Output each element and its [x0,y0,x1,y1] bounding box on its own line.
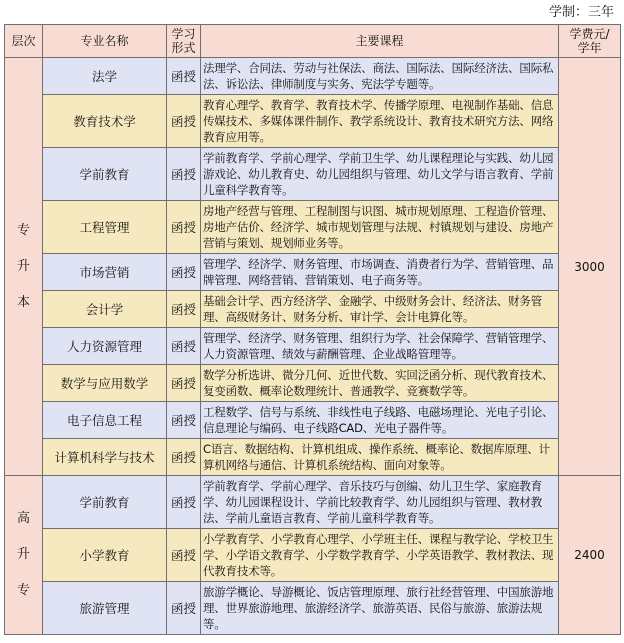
study-form: 函授 [167,254,201,291]
major-name: 市场营销 [43,254,167,291]
study-form: 函授 [167,201,201,254]
main-courses: 基础会计学、西方经济学、金融学、中级财务会计、经济法、财务管理、高级财务计、财务分析、审计学、会计电算化等。 [201,291,559,328]
major-name: 会计学 [43,291,167,328]
study-form: 函授 [167,529,201,582]
main-courses: 学前教育学、学前心理学、学前卫生学、幼儿课程理论与实践、幼儿园游戏论、幼儿教育史、幼儿园组织与管理、幼儿文学与语言教育、学前儿童科学教育等。 [201,148,559,201]
main-courses: C语言、数据结构、计算机组成、操作系统、概率论、数据库原理、计算机网络与通信、计算机系统结构、面向对象等。 [201,439,559,476]
table-row [5,582,621,635]
study-form: 函授 [167,402,201,439]
table-row [5,291,621,328]
header-level: 层次 [5,25,43,58]
programs-table [4,24,621,635]
study-form: 函授 [167,328,201,365]
study-form: 函授 [167,58,201,95]
table-row [5,476,621,529]
header-fee: 学费元/学年 [559,25,621,58]
main-courses: 学前教育学、学前心理学、音乐技巧与创编、幼儿卫生学、家庭教育学、幼儿园课程设计、学前比较教育学、幼儿园组织与管理、教材教法、学前儿童语言教育、学前儿童科学教育等。 [201,476,559,529]
table-row [5,148,621,201]
main-courses: 小学教育学、小学教育心理学、小学班主任、课程与教学论、学校卫生学、小学语文教育学、小学数学教育学、小学英语教学、教材教法、现代教育技术等。 [201,529,559,582]
header-courses: 主要课程 [201,25,559,58]
level-char: 专 [16,583,30,598]
main-courses: 法理学、合同法、劳动与社保法、商法、国际法、国际经济法、国际私法、诉讼法、律师制度与实务、宪法学专题等。 [201,58,559,95]
level-char: 本 [16,294,30,310]
main-courses: 管理学、经济学、财务管理、市场调查、消费者行为学、营销管理、品牌管理、网络营销、营销策划、电子商务等。 [201,254,559,291]
study-form: 函授 [167,582,201,635]
main-courses: 数学分析选讲、微分几何、近世代数、实回泛函分析、现代教育技术、复变函数、概率论数理统计、普通教学、竞赛数学等。 [201,365,559,402]
major-name: 人力资源管理 [43,328,167,365]
table-row [5,328,621,365]
header-major: 专业名称 [43,25,167,58]
tuition-fee: 2400 [559,476,621,635]
study-form: 函授 [167,365,201,402]
study-form: 函授 [167,476,201,529]
main-courses: 教育心理学、教育学、教育技术学、传播学原理、电视制作基础、信息传媒技术、多媒体课件制作、教学系统设计、教育技术研究方法、网络教育应用等。 [201,95,559,148]
table-body [5,58,621,635]
study-form: 函授 [167,439,201,476]
header-form: 学习形式 [167,25,201,58]
major-name: 小学教育 [43,529,167,582]
level-char: 升 [16,258,30,274]
major-name: 数学与应用数学 [43,365,167,402]
header-row [5,25,621,58]
major-name: 学前教育 [43,148,167,201]
table-row [5,365,621,402]
level-cell [5,476,43,635]
level-char: 高 [16,511,30,526]
main-courses: 工程数学、信号与系统、非线性电子线路、电磁场理论、光电子引论、信息理论与编码、电子线路CAD、光电子器件等。 [201,402,559,439]
table-row [5,529,621,582]
main-courses: 管理学、经济学、财务管理、组织行为学、社会保障学、营销管理学、人力资源管理、绩效与薪酬管理、企业战略管理等。 [201,328,559,365]
study-form: 函授 [167,148,201,201]
level-char: 专 [16,222,30,238]
major-name: 电子信息工程 [43,402,167,439]
table-row [5,254,621,291]
level-cell [5,58,43,476]
major-name: 工程管理 [43,201,167,254]
table-row [5,201,621,254]
program-duration-caption: 学制：三年 [548,5,614,20]
table-row [5,58,621,95]
level-char: 升 [16,547,30,562]
major-name: 计算机科学与技术 [43,439,167,476]
table-row [5,402,621,439]
table-row [5,439,621,476]
study-form: 函授 [167,291,201,328]
tuition-fee: 3000 [559,58,621,476]
major-name: 法学 [43,58,167,95]
main-courses: 房地产经营与管理、工程制图与识图、城市规划原理、工程造价管理、房地产估价、经济学、城市规划管理与法规、村镇规划与建设、房地产营销与策划、规划师业务等。 [201,201,559,254]
major-name: 旅游管理 [43,582,167,635]
table-row [5,95,621,148]
major-name: 教育技术学 [43,95,167,148]
study-form: 函授 [167,95,201,148]
main-courses: 旅游学概论、导游概论、饭店管理原理、旅行社经营管理、中国旅游地理、世界旅游地理、旅游经济学、旅游英语、民俗与旅游、旅游法规等。 [201,582,559,635]
major-name: 学前教育 [43,476,167,529]
